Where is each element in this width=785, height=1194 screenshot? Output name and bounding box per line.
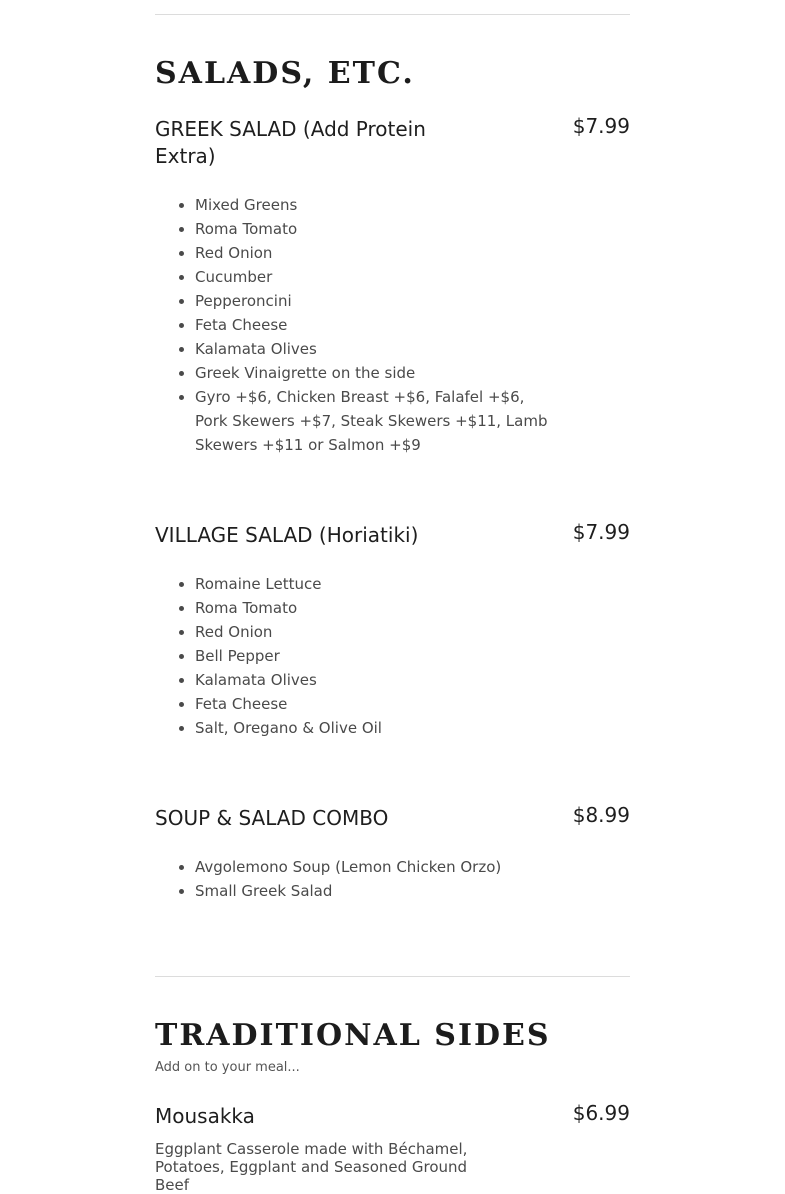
item-price-village-salad: $7.99: [572, 520, 630, 544]
ingredient-item: • Bell Pepper: [195, 644, 555, 668]
ingredient-item: • Small Greek Salad: [195, 879, 555, 903]
item-name-soup-salad-combo: SOUP & SALAD COMBO: [155, 806, 389, 830]
ingredient-item: • Red Onion: [195, 620, 555, 644]
item-name-greek-salad: GREEK SALAD (Add Protein Extra): [155, 117, 426, 168]
ingredient-item: • Greek Vinaigrette on the side: [195, 361, 555, 385]
ingredient-item: • Avgolemono Soup (Lemon Chicken Orzo): [195, 855, 555, 879]
ingredient-item: • Roma Tomato: [195, 596, 555, 620]
section-divider: [155, 976, 630, 977]
ingredient-item: • Gyro +$6, Chicken Breast +$6, Falafel +$6, Pork Skewers +$7, Steak Skewers +$11, Lamb Skewers +$11 or Salmon +$9: [195, 385, 555, 457]
item-name-village-salad: VILLAGE SALAD (Horiatiki): [155, 523, 419, 547]
ingredient-list-soup-salad-combo: [155, 855, 555, 903]
ingredient-list-village-salad: [155, 572, 555, 740]
section-title-traditional-sides: TRADITIONAL SIDES: [155, 1018, 551, 1053]
section-title-salads: SALADS, ETC.: [155, 56, 415, 91]
ingredient-item: • Kalamata Olives: [195, 668, 555, 692]
ingredient-item: • Red Onion: [195, 241, 555, 265]
item-price-soup-salad-combo: $8.99: [572, 803, 630, 827]
ingredient-item: • Kalamata Olives: [195, 337, 555, 361]
ingredient-item: • Feta Cheese: [195, 313, 555, 337]
section-divider: [155, 14, 630, 15]
item-description-mousakka: Eggplant Casserole made with Béchamel, Potatoes, Eggplant and Seasoned Ground Beef: [155, 1140, 468, 1194]
ingredient-item: • Feta Cheese: [195, 692, 555, 716]
ingredient-item: • Romaine Lettuce: [195, 572, 555, 596]
ingredient-item: • Salt, Oregano & Olive Oil: [195, 716, 555, 740]
item-price-mousakka: $6.99: [572, 1101, 630, 1125]
ingredient-item: • Cucumber: [195, 265, 555, 289]
ingredient-item: • Pepperoncini: [195, 289, 555, 313]
item-price-greek-salad: $7.99: [572, 114, 630, 138]
item-name-mousakka: Mousakka: [155, 1104, 255, 1128]
ingredient-item: • Mixed Greens: [195, 193, 555, 217]
section-subtitle: Add on to your meal...: [155, 1060, 300, 1075]
ingredient-list-greek-salad: [155, 193, 555, 457]
ingredient-item: • Roma Tomato: [195, 217, 555, 241]
